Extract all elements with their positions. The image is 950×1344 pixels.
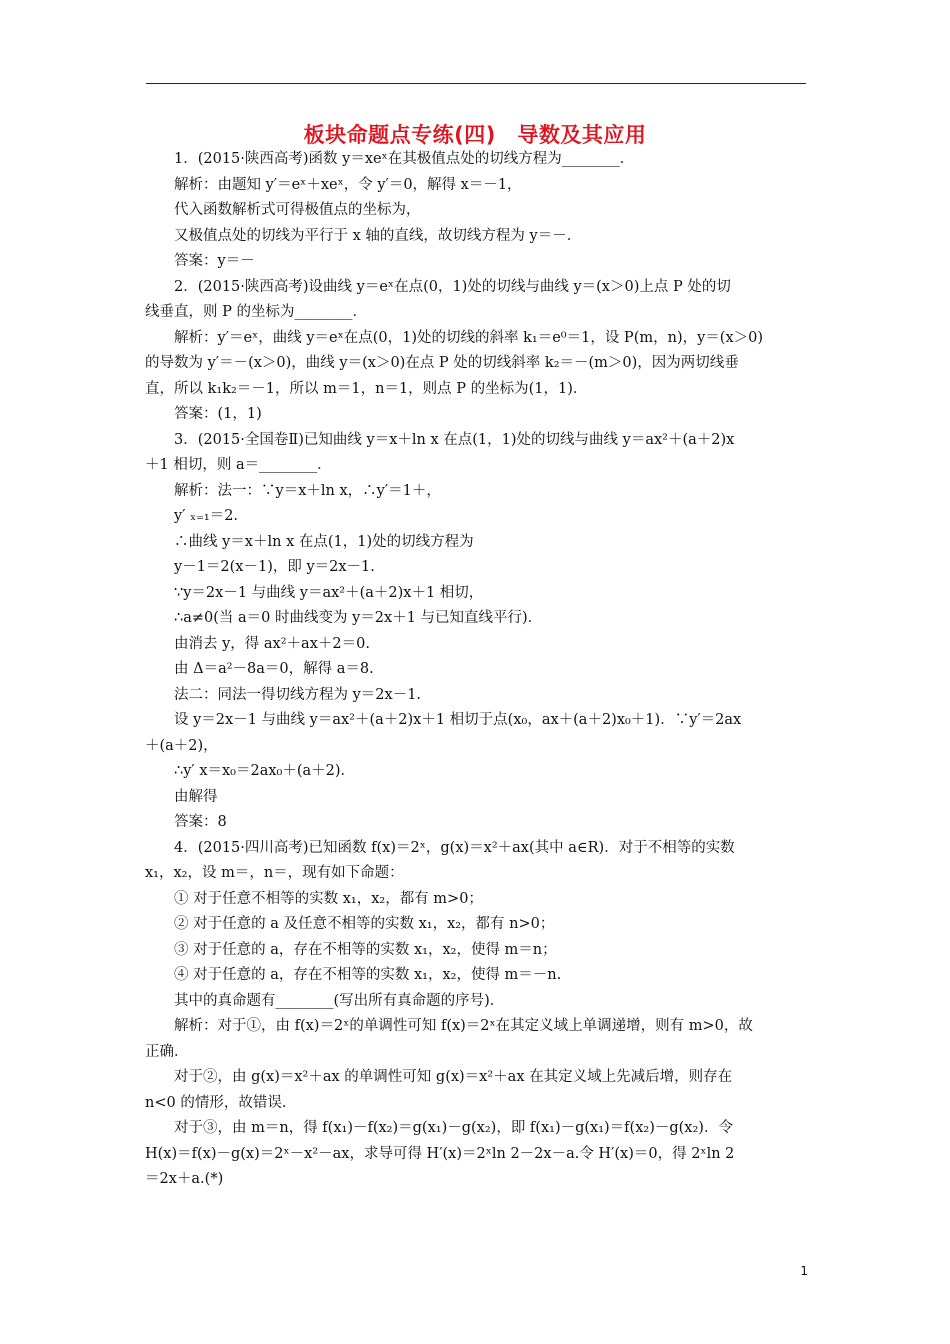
text-line: ∴y′ x＝x₀＝2ax₀＋(a＋2)． <box>174 763 356 779</box>
document-title: 板块命题点专练(四) 导数及其应用 <box>303 123 647 147</box>
text-line: 答案：y＝－ <box>174 253 255 269</box>
text-line: ④ 对于任意的 a，存在不相等的实数 x₁，x₂，使得 m＝－n. <box>174 967 562 983</box>
text-line: 其中的真命题有________(写出所有真命题的序号)． <box>174 992 505 1009</box>
text-line: ∵y＝2x－1 与曲线 y＝ax²＋(a＋2)x＋1 相切， <box>174 584 484 601</box>
text-line: 3．(2015·全国卷Ⅱ)已知曲线 y＝x＋ln x 在点(1，1)处的切线与曲线 y＝ax²＋(a＋2)x <box>174 431 735 448</box>
text-line: 对于③，由 m＝n，得 f(x₁)－f(x₂)＝g(x₁)－g(x₂)，即 f(x₁)－g(x₁)＝f(x₂)－g(x₂)．令 <box>174 1120 733 1136</box>
text-line: n<0 的情形，故错误． <box>145 1094 297 1111</box>
text-line: 设 y＝2x－1 与曲线 y＝ax²＋(a＋2)x＋1 相切于点(x₀，ax＋(a＋2)x₀＋1)．∵y′＝2ax <box>174 712 742 728</box>
page-number: 1 <box>800 1264 808 1278</box>
text-line: 正确． <box>145 1043 189 1060</box>
document-body <box>145 147 809 1193</box>
text-line: ② 对于任意的 a 及任意不相等的实数 x₁，x₂，都有 n>0； <box>174 916 555 932</box>
text-line: ① 对于任意不相等的实数 x₁，x₂，都有 m>0； <box>174 890 483 907</box>
text-line: 解析：由题知 y′＝eˣ＋xeˣ，令 y′＝0，解得 x＝－1， <box>174 176 522 193</box>
text-line: 2．(2015·陕西高考)设曲线 y＝eˣ在点(0，1)处的切线与曲线 y＝(x＞0)上点 P 处的切 <box>174 278 731 295</box>
header-rule <box>146 83 806 84</box>
text-line: ∴曲线 y＝x＋ln x 在点(1，1)处的切线方程为 <box>174 533 474 550</box>
text-line: 线垂直，则 P 的坐标为________． <box>145 304 367 320</box>
text-line: 又极值点处的切线为平行于 x 轴的直线，故切线方程为 y＝－． <box>174 227 582 244</box>
text-line: ＋1 相切，则 a＝________． <box>145 457 332 473</box>
text-line: 由 Δ＝a²－8a＝0，解得 a＝8. <box>174 661 374 677</box>
text-line: ∴a≠0(当 a＝0 时曲线变为 y＝2x＋1 与已知直线平行)． <box>174 610 543 626</box>
text-line: y′ ₓ₌₁＝2. <box>174 508 239 524</box>
text-line: 对于②，由 g(x)＝x²＋ax 的单调性可知 g(x)＝x²＋ax 在其定义域上先减后增，则存在 <box>174 1069 733 1085</box>
text-line: 由解得 <box>174 788 218 805</box>
text-line: x₁，x₂，设 m＝，n＝，现有如下命题： <box>145 865 404 881</box>
text-line: ③ 对于任意的 a，存在不相等的实数 x₁，x₂，使得 m＝n； <box>174 941 557 958</box>
text-line: ＝2x＋a.(*) <box>145 1171 224 1187</box>
text-line: y－1＝2(x－1)，即 y＝2x－1. <box>174 559 375 575</box>
text-line: 1．(2015·陕西高考)函数 y＝xeˣ在其极值点处的切线方程为________． <box>174 151 635 167</box>
text-line: 由消去 y，得 ax²＋ax＋2＝0. <box>174 635 370 652</box>
text-line: 的导数为 y′＝－(x＞0)，曲线 y＝(x＞0)在点 P 处的切线斜率 k₂＝－(m＞0)，因为两切线垂 <box>145 355 739 371</box>
text-line: 解析：法一：∵y＝x＋ln x，∴y′＝1＋， <box>174 482 441 499</box>
text-line: 答案：8 <box>174 814 227 830</box>
text-line: H(x)＝f(x)－g(x)＝2ˣ－x²－ax，求导可得 H′(x)＝2ˣln 2－2x－a.令 H′(x)＝0，得 2ˣln 2 <box>145 1145 735 1162</box>
text-line: 解析：y′＝eˣ，曲线 y＝eˣ在点(0，1)处的切线的斜率 k₁＝e⁰＝1，设 P(m，n)，y＝(x＞0) <box>174 329 764 346</box>
text-line: ＋(a＋2)， <box>145 737 218 754</box>
text-line: 答案：(1，1) <box>174 406 262 422</box>
text-line: 直，所以 k₁k₂＝－1，所以 m＝1，n＝1，则点 P 的坐标为(1，1)． <box>145 380 588 397</box>
text-line: 法二：同法一得切线方程为 y＝2x－1. <box>174 686 422 703</box>
text-line: 4．(2015·四川高考)已知函数 f(x)＝2ˣ，g(x)＝x²＋ax(其中 a∈R)．对于不相等的实数 <box>174 839 735 856</box>
text-line: 代入函数解析式可得极值点的坐标为， <box>174 202 421 218</box>
text-line: 解析：对于①，由 f(x)＝2ˣ的单调性可知 f(x)＝2ˣ在其定义域上单调递增，则有 m>0，故 <box>174 1018 753 1034</box>
